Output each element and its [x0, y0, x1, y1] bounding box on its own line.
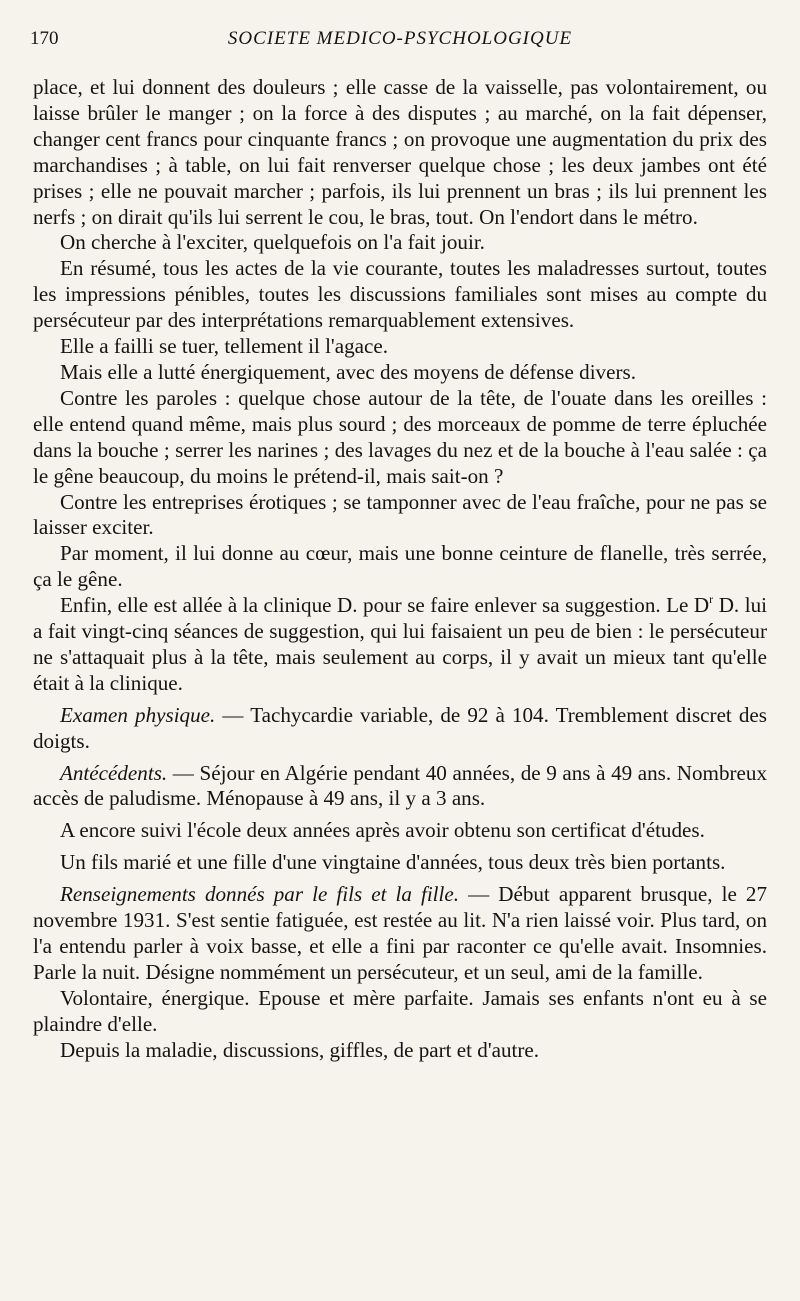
paragraph-16: Depuis la maladie, discussions, giffles, de part et d'autre. [60, 1037, 540, 1062]
paragraph-9 [33, 593, 767, 697]
doctor-superscript: r [709, 592, 714, 607]
paragraph-examen [33, 703, 767, 755]
running-head: SOCIETE MEDICO-PSYCHOLOGIQUE [227, 28, 573, 49]
paragraph-3: En résumé, tous les actes de la vie courante, toutes les maladresses surtout, toutes les impressions pénibles, toutes les discussions familiales sont mises au compte du persécuteur par des interprétations remarquablement extensives. [33, 256, 767, 333]
section-label-antecedents: Antécédents. [60, 760, 168, 785]
page-number: 170 [30, 28, 59, 49]
section-text-examen: — Tachycardie variable, de 92 à 104. Tremblement discret des doigts. [33, 702, 768, 753]
paragraph-8: Par moment, il lui donne au cœur, mais une bonne ceinture de flanelle, très serrée, ça le gêne. [33, 541, 767, 592]
paragraph-15: Volontaire, énergique. Epouse et mère parfaite. Jamais ses enfants n'ont eu à se plaindre d'elle. [33, 985, 767, 1036]
page-header [30, 28, 770, 58]
section-label-examen: Examen physique. [60, 702, 216, 727]
paragraph-6: Contre les paroles : quelque chose autour de la tête, de l'ouate dans les oreilles : elle entend quand même, mais plus sourd ; des morceaux de pomme de terre épluchée dans la bouche ; serrer les narines ; des lavages du nez et de la bouche à l'eau salée : ça le gêne beaucoup, du moins le prétend-il, mais sait-on ? [33, 385, 767, 488]
section-label-renseignements: Renseignements donnés par le fils et la fille. [60, 882, 460, 907]
section-text-antecedents: — Séjour en Algérie pendant 40 années, de 9 ans à 49 ans. Nombreux accès de paludisme. Ménopause à 49 ans, il y a 3 ans. [33, 760, 767, 811]
paragraph-9-end: D. lui a fait vingt-cinq séances de suggestion, qui lui faisaient un peu de bien : le persécuteur ne s'attaquait plus à la tête, mais seulement au corps, il y avait un mieux tant qu'elle était à la clinique. [33, 593, 767, 695]
paragraph-13: Un fils marié et une fille d'une vingtaine d'années, tous deux très bien portants. [60, 850, 726, 875]
paragraph-5: Mais elle a lutté énergiquement, avec des moyens de défense divers. [60, 359, 636, 384]
section-text-renseignements: — Début apparent brusque, le 27 novembre 1931. S'est sentie fatiguée, est restée au lit. N'a rien laissé voir. Plus tard, on l'a entendu parler à voix basse, et elle a fini par raconter ce qu'elle avait. Insomnies. Parle la nuit. Désigne nommément un persécuteur, et un seul, ami de la famille. [33, 882, 767, 984]
body-text [33, 75, 767, 1064]
paragraph-9-start: Enfin, elle est allée à la clinique D. pour se faire enlever sa suggestion. Le D [60, 593, 710, 618]
paragraph-renseignements [33, 882, 767, 986]
paragraph-1: place, et lui donnent des douleurs ; elle casse de la vaisselle, pas volontairement, ou laisse brûler le manger ; on la force à des disputes ; au marché, on la fait dépenser, changer cent francs pour cinquante francs ; on provoque une augmentation du prix des marchandises ; à table, on lui fait renverser quelque chose ; les deux jambes ont été prises ; elle ne pouvait marcher ; parfois, ils lui prennent un bras ; ils lui prennent les nerfs ; on dirait qu'ils lui serrent le cou, le bras, tout. On l'endort dans le métro. [33, 75, 767, 229]
paragraph-4: Elle a failli se tuer, tellement il l'agace. [60, 334, 389, 359]
paragraph-antecedents [33, 761, 767, 813]
paragraph-2: On cherche à l'exciter, quelquefois on l'a fait jouir. [60, 230, 485, 255]
paragraph-12: A encore suivi l'école deux années après avoir obtenu son certificat d'études. [60, 818, 705, 843]
paragraph-7: Contre les entreprises érotiques ; se tamponner avec de l'eau fraîche, pour ne pas se laisser exciter. [33, 489, 767, 540]
